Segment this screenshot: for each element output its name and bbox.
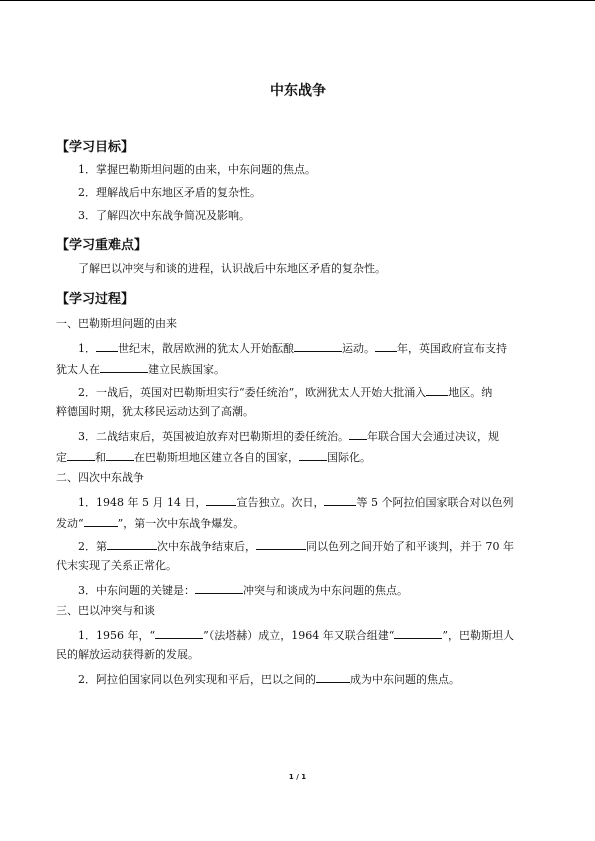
blank-field[interactable] [107,538,157,550]
part1-q2-line1: 2．一战后，英国对巴勒斯坦实行“委任统治”，欧洲犹太人开始大批涌入 地区。纳 [78,386,493,399]
top-rule [0,0,595,1]
part3-q2: 2．阿拉伯国家同以色列实现和平后，巴以之间的 成为中东问题的焦点。 [78,673,460,686]
blank-field[interactable] [294,340,342,352]
part3-q1-line1: 1．1956 年，“ ”（法塔赫）成立，1964 年又联合组建“ ”，巴勒斯坦人 [78,629,514,642]
blank-field[interactable] [394,627,442,639]
part1-q1-line2: 犹太人在 建立民族国家。 [56,363,225,376]
section-process-heading: 【学习过程】 [56,292,135,307]
part3-heading: 三、巴以冲突与和谈 [56,604,155,617]
part1-heading: 一、巴勒斯坦问题的由来 [56,317,177,330]
blank-field[interactable] [426,384,448,396]
goal-item: 3．了解四次中东战争简况及影响。 [78,209,250,222]
blank-field[interactable] [256,538,306,550]
key-text: 了解巴以冲突与和谈的进程，认识战后中东地区矛盾的复杂性。 [78,262,386,275]
part2-q1-line2: 发动“ ”，第一次中东战争爆发。 [56,517,245,530]
blank-field[interactable] [349,428,367,440]
page-number: 1 / 1 [288,773,307,781]
blank-field[interactable] [106,449,134,461]
blank-field[interactable] [67,449,95,461]
goal-item: 1．掌握巴勒斯坦问题的由来，中东问题的焦点。 [78,163,316,176]
page-title: 中东战争 [270,83,326,99]
part2-q2-line1: 2．第 次中东战争结束后， 同以色列之间开始了和平谈判，并于 70 年 [78,540,514,553]
part1-q3-line1: 3．二战结束后，英国被迫放弃对巴勒斯坦的委任统治。 年联合国大会通过决议，规 [78,430,499,443]
blank-field[interactable] [206,494,236,506]
blank-field[interactable] [100,361,148,373]
blank-field[interactable] [195,582,243,594]
part2-q3: 3．中东问题的关键是： 冲突与和谈成为中东问题的焦点。 [78,584,408,597]
section-key-heading: 【学习重难点】 [56,238,148,253]
part1-q2-line2: 粹德国时期，犹太移民运动达到了高潮。 [56,405,254,418]
part2-q2-line2: 代末实现了关系正常化。 [56,559,177,572]
section-goals-heading: 【学习目标】 [56,140,135,155]
part2-q1-line1: 1．1948 年 5 月 14 日， 宣告独立。次日， 等 5 个阿拉伯国家联合对以色列 [78,496,514,509]
part3-q1-line2: 民的解放运动获得新的发展。 [56,648,199,661]
part2-heading: 二、四次中东战争 [56,471,144,484]
blank-field[interactable] [316,671,350,683]
blank-field[interactable] [324,494,356,506]
goal-item: 2．理解战后中东地区矛盾的复杂性。 [78,186,261,199]
blank-field[interactable] [84,515,118,527]
part1-q1-line1: 1． 世纪末，散居欧洲的犹太人开始酝酿 运动。 年，英国政府宣布支持 [78,342,507,355]
part1-q3-line2: 定 和 在巴勒斯坦地区建立各自的国家， 国际化。 [56,451,371,464]
blank-field[interactable] [299,449,327,461]
blank-field[interactable] [155,627,203,639]
blank-field[interactable] [96,340,118,352]
blank-field[interactable] [375,340,397,352]
